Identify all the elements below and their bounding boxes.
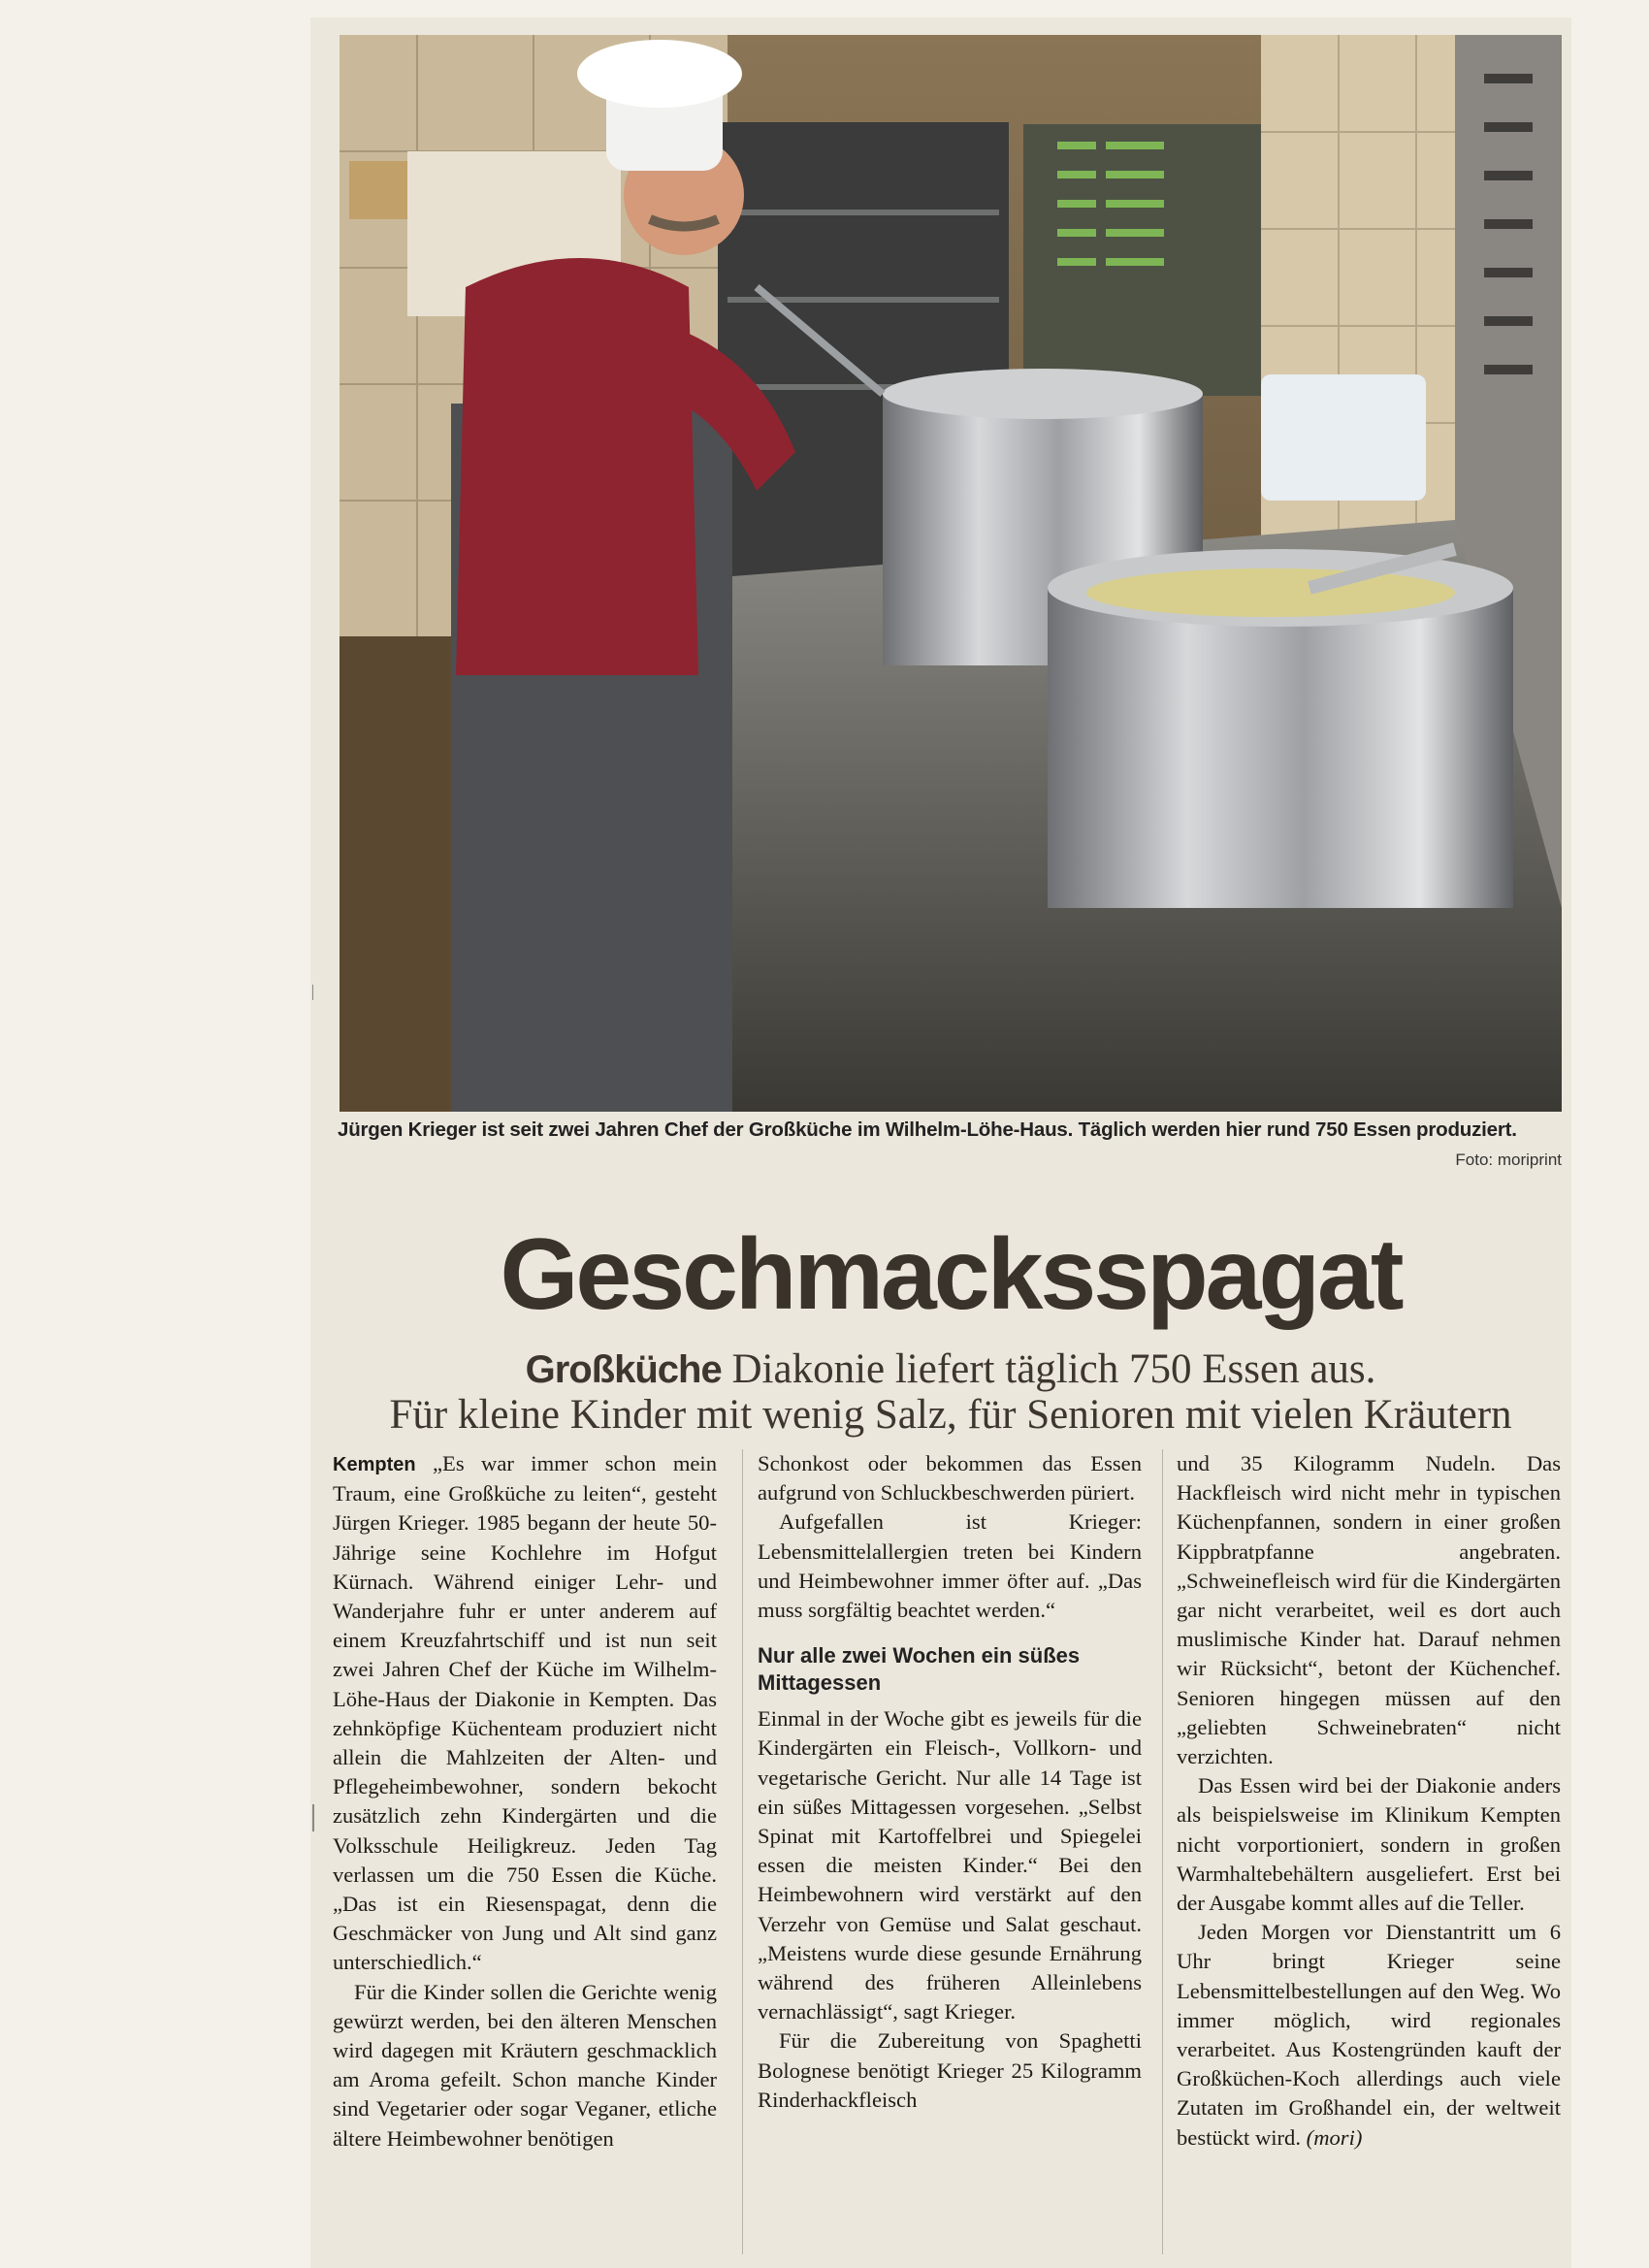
article-paragraph: Das Essen wird bei der Diakonie anders als beispielsweise im Klinikum Kempten nicht vorportioniert, sondern in großen Warmhaltebehältern ausgeliefert. Erst bei der Ausgabe kommt alles auf die Teller. — [1177, 1773, 1561, 1916]
photo-credit: Foto: moriprint — [1455, 1150, 1562, 1169]
article-column-2 — [758, 1449, 1142, 2115]
article-paragraph: Für die Kinder sollen die Gerichte wenig gewürzt werden, bei den älteren Menschen wird dagegen mit Kräutern geschmacklich am Aroma gefeilt. Schon manche Kinder sind Vegetarier oder sogar Veganer, etliche ältere Heimbewohner benötigen — [333, 1979, 717, 2151]
column-rule — [742, 1449, 743, 2254]
article-paragraph: Schonkost oder bekommen das Essen aufgrund von Schluckbeschwerden püriert. — [758, 1451, 1142, 1506]
subhead-keyword: Großküche — [525, 1348, 722, 1391]
article-paragraph: Aufgefallen ist Krieger: Lebensmittelallergien treten bei Kindern und Heimbewohner immer öfter auf. „Das muss sorgfältig beachtet werden.“ — [758, 1509, 1142, 1623]
article-paragraph — [1177, 1918, 1561, 2153]
margin-mark — [312, 1804, 314, 1831]
subhead-line-1 — [340, 1348, 1562, 1390]
margin-mark — [312, 985, 313, 1000]
paragraph-text: „Es war immer schon mein Traum, eine Großküche zu leiten“, gesteht Jürgen Krieger. 1985 begann der heute 50-Jährige seine Kochlehre im Hofgut Kürnach. Während einiger Lehr- und Wanderjahre fuhr er unter anderem auf einem Kreuzfahrtschiff und ist nun seit zwei Jahren Chef der Küche im Wilhelm-Löhe-Haus der Diakonie in Kempten. Das zehnköpfige Küchenteam produziert nicht allein die Mahlzeiten der Alten- und Pflegeheimbewohner, sondern bekocht zusätzlich zehn Kindergärten und die Volksschule Heiligkreuz. Jeden Tag verlassen um die 750 Essen die Küche. „Das ist ein Riesenspagat, denn die Geschmäcker von Jung und Alt sind ganz unterschiedlich.“ — [333, 1451, 717, 1975]
article-paragraph: Einmal in der Woche gibt es jeweils für die Kindergärten ein Fleisch-, Vollkorn- und vegetarische Gericht. Nur alle 14 Tage ist ein süßes Mittagessen vorgesehen. „Selbst Spinat mit Kartoffelbrei und Spiegelei essen die meisten Kinder.“ Bei den Heimbewohnern wird verstärkt auf den Verzehr von Gemüse und Salat geschaut. „Meistens wurde diese gesunde Ernährung während des früheren Alleinlebens vernachlässigt“, sagt Krieger. — [758, 1706, 1142, 2025]
article-column-3 — [1177, 1449, 1561, 2153]
article-photo — [340, 35, 1562, 1112]
author-signature: (mori) — [1306, 2124, 1363, 2150]
subhead-text: Diakonie liefert täglich 750 Essen aus. — [731, 1346, 1376, 1392]
article-paragraph — [333, 1449, 717, 1978]
article-paragraph: Für die Zubereitung von Spaghetti Bolognese benötigt Krieger 25 Kilogramm Rinderhackfleisch — [758, 2028, 1142, 2112]
article-column-1 — [333, 1449, 717, 2154]
subhead-line-2: Für kleine Kinder mit wenig Salz, für Senioren mit vielen Kräutern — [389, 1392, 1512, 1438]
dateline: Kempten — [333, 1454, 416, 1475]
paragraph-text: Jeden Morgen vor Dienstantritt um 6 Uhr bringt Krieger seine Lebensmittelbestellungen auf den Weg. Wo immer möglich, wird regionales verarbeitet. Aus Kostengründen kauft der Großküchen-Koch allerdings auch viele Zutaten im Großhandel ein, der weltweit bestückt wird. — [1177, 1920, 1561, 2150]
kitchen-chef-photo — [340, 35, 1562, 1112]
article-paragraph: und 35 Kilogramm Nudeln. Das Hackfleisch wird nicht mehr in typischen Küchenpfannen, sondern in einer großen Kippbratpfanne angebraten. „Schweinefleisch wird für die Kindergärten gar nicht verarbeitet, weil es dort auch muslimische Kinder hat. Darauf nehmen wir Rücksicht“, betont der Küchenchef. Senioren hingegen müssen auf den „geliebten Schweinebraten“ nicht verzichten. — [1177, 1451, 1561, 1769]
article-subheading: Nur alle zwei Wochen ein süßes Mittagessen — [758, 1643, 1081, 1696]
photo-caption: Jürgen Krieger ist seit zwei Jahren Chef der Großküche im Wilhelm-Löhe-Haus. Täglich werden hier rund 750 Essen produziert. — [338, 1118, 1517, 1141]
column-rule — [1162, 1449, 1163, 2254]
headline: Geschmacksspagat — [500, 1218, 1402, 1331]
